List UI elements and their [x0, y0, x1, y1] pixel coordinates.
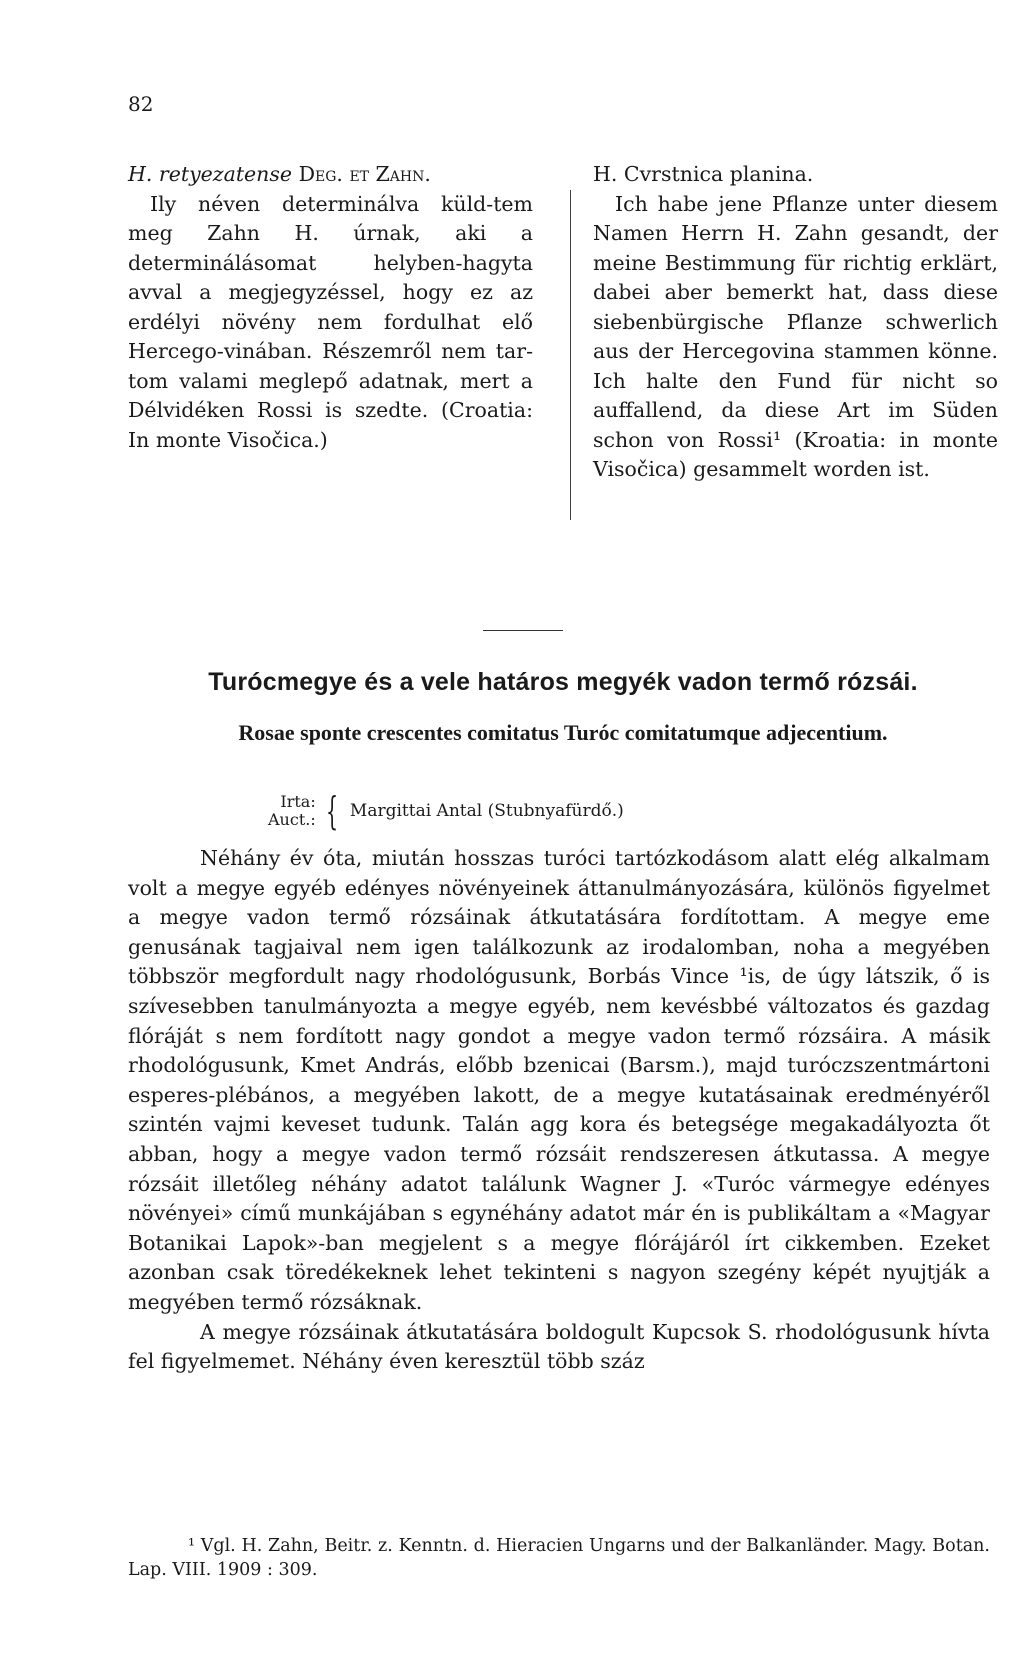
- body-paragraph: Néhány év óta, miután hosszas turóci tartózkodásom alatt elég alkalmam volt a megye egyéb edényes növényeinek áttanulmányozására, különös figyelmet a megye vadon termő rózsáinak átkutatására fordítottam. A megye eme genusának tagjaival nem igen találkozunk az irodalomban, noha a megyében többször megfordult nagy rhodológusunk, Borbás Vince ¹is, de úgy látszik, ő is szívesebben tanulmányozta a megye egyéb, nem kevésbbé változatos és gazdag flóráját s nem fordított nagy gondot a megye vadon termő rózsáira. A másik rhodológusunk, Kmet András, előbb bzenicai (Barsm.), majd turóczszentmártoni esperes-plébános, a megyében lakott, de a megye kutatásainak eredményéről szintén vajmi keveset tudunk. Talán agg kora és betegsége megakadályozta őt abban, hogy a megye vadon termő rózsáit rendszeresen átkutassa. A megye rózsáit illetőleg néhány adatot találunk Wagner J. «Turóc vármegye edényes növényei» című munkájában s egynéhány adatot már én is publikáltam a «Magyar Botanikai Lapok»-ban megjelent s a megye flórájáról írt cikkemben. Ezeket azonban csak töredékeknek lehet tekinteni s nagyon szegény képét nyujtják a megyében termő rózsáknak.: [128, 846, 990, 1314]
- footnote: [128, 1534, 990, 1582]
- right-column-heading: H. Cvrstnica planina.: [593, 162, 814, 186]
- left-column-heading: [128, 160, 533, 190]
- section-separator-rule: [483, 630, 563, 631]
- right-column-paragraph: Ich habe jene Pflanze unter diesem Namen Herrn H. Zahn gesandt, der meine Bestimmung für richtig erklärt, dabei aber bemerkt hat, dass diese siebenbürgische Pflanze schwerlich aus der Hercegovina stammen könne. Ich halte den Fund für nicht so auffallend, da diese Art im Süden schon von Rossi¹ (Kroatia: in monte Visočica) gesammelt worden ist.: [593, 191, 998, 481]
- body-paragraph: A megye rózsáinak átkutatására boldogult Kupcsok S. rhodológusunk hívta fel figyelmemet. Néhány éven keresztül több száz: [128, 1319, 990, 1374]
- author-line: [268, 789, 624, 833]
- two-column-section: [128, 160, 998, 485]
- species-name: H. retyezatense: [128, 162, 293, 186]
- brace-glyph: {: [325, 789, 338, 833]
- right-column-german: [593, 160, 998, 485]
- article-body: [128, 844, 990, 1377]
- author-labels: [268, 793, 316, 829]
- author-label-hungarian: Irta:: [280, 792, 316, 811]
- footnote-text: ¹ Vgl. H. Zahn, Beitr. z. Kenntn. d. Hieracien Ungarns und der Balkanländer. Magy. Botan. Lap. VIII. 1909 : 309.: [128, 1536, 990, 1580]
- left-column-paragraph: Ily néven determinálva küld-tem meg Zahn H. úrnak, aki a determinálásomat helyben-hagyta avval a megjegyzéssel, hogy ez az erdélyi növény nem fordulhat elő Hercego-vinában. Részemről nem tar-tom valami meglepő adatnak, mert a Délvidéken Rossi is szedte. (Croatia: In monte Visočica.): [128, 191, 533, 452]
- page-number: 82: [128, 92, 154, 116]
- author-label-latin: Auct.:: [268, 810, 316, 829]
- author-name: Margittai Antal (Stubnyafürdő.): [349, 801, 624, 821]
- column-divider: [570, 190, 571, 520]
- left-column-hungarian: [128, 160, 533, 485]
- species-authors: Deg. et Zahn.: [298, 162, 431, 186]
- article-title: Turócmegye és a vele határos megyék vadon termő rózsái.: [208, 668, 918, 696]
- article-subtitle: Rosae sponte crescentes comitatus Turóc comitatumque adjecentium.: [238, 720, 888, 745]
